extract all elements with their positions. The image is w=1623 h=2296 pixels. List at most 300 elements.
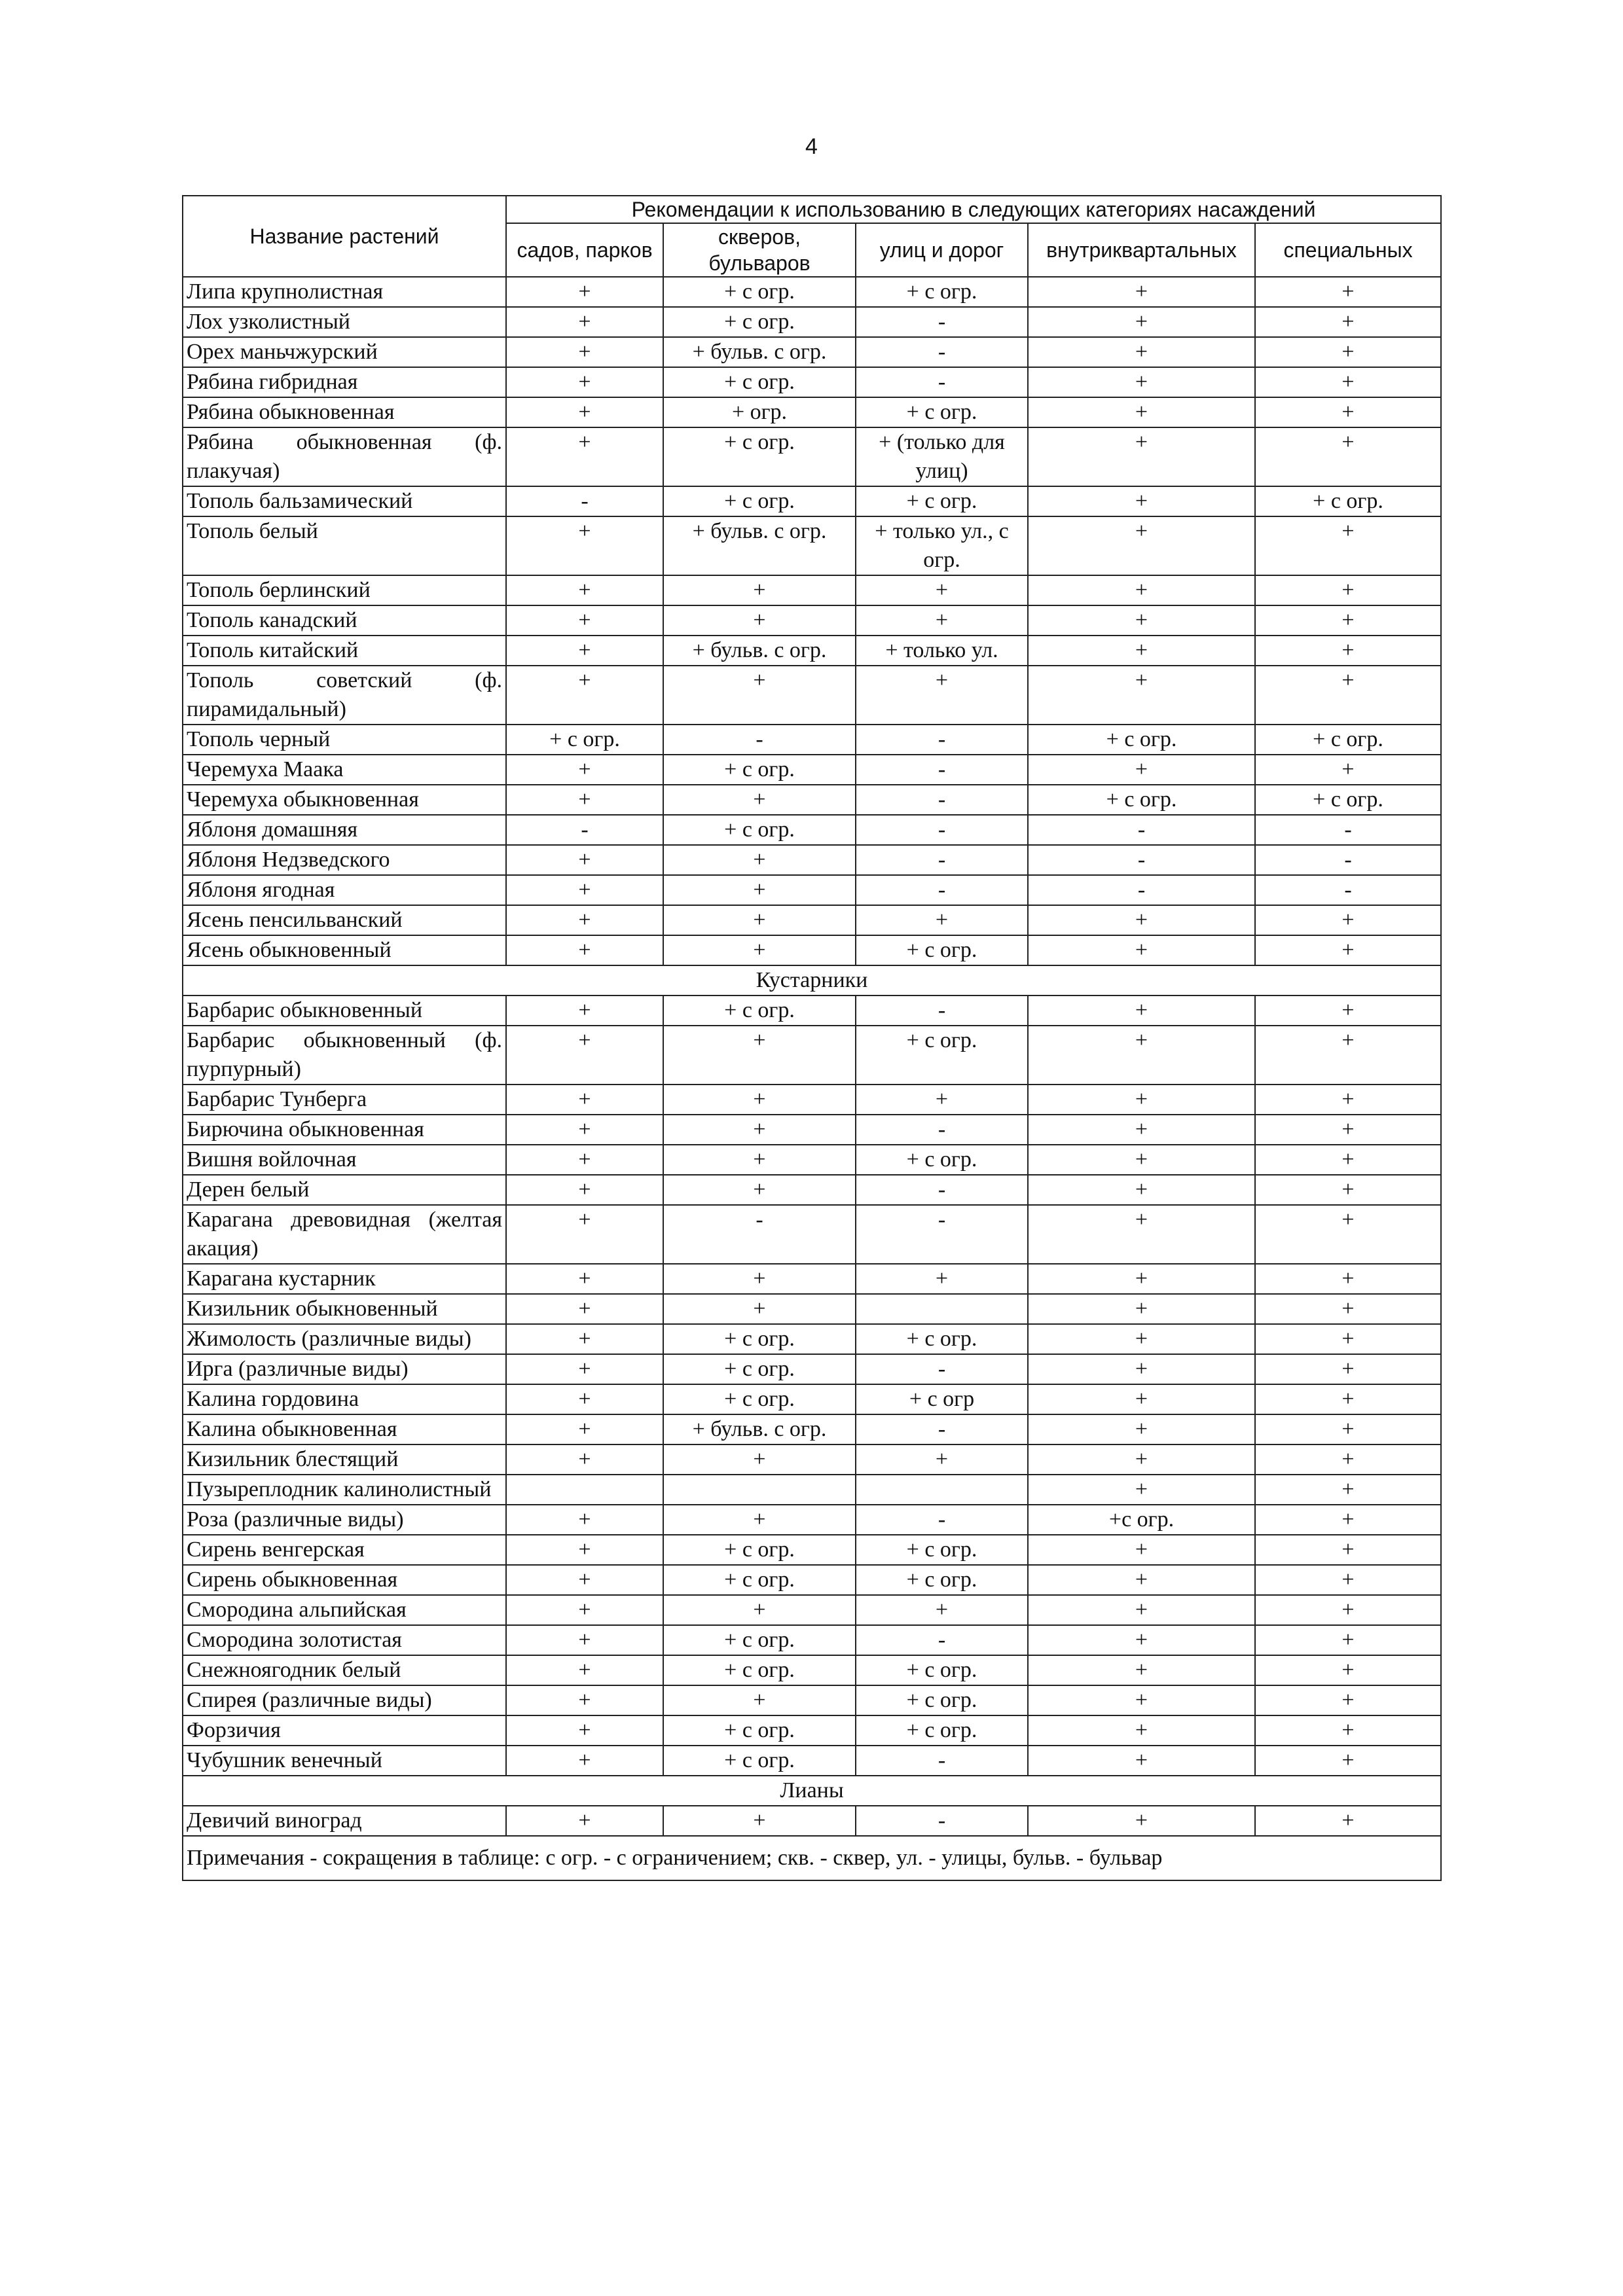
recommendation-cell: + [506, 605, 663, 636]
recommendation-cell: + [506, 785, 663, 815]
recommendation-cell: + [1255, 427, 1441, 486]
recommendation-cell: + [1255, 575, 1441, 605]
recommendation-cell: + [506, 575, 663, 605]
recommendation-cell: + [1028, 307, 1255, 337]
plant-name: Барбарис обыкновенный (ф. пурпурный) [183, 1026, 506, 1085]
table-row [183, 905, 1441, 935]
recommendation-cell: + с огр. [663, 1625, 856, 1655]
recommendation-cell: + [1255, 1324, 1441, 1354]
recommendation-cell: + [663, 1294, 856, 1324]
recommendation-cell: + [1028, 486, 1255, 516]
table-row [183, 1565, 1441, 1595]
recommendation-cell: + [1028, 1715, 1255, 1746]
table-row [183, 1294, 1441, 1324]
recommendation-cell: + [1255, 1085, 1441, 1115]
recommendation-cell: - [856, 1175, 1028, 1205]
recommendation-cell: + [1255, 1205, 1441, 1264]
recommendation-cell: + [1028, 575, 1255, 605]
table-row [183, 935, 1441, 965]
recommendation-cell: + с огр. [856, 1655, 1028, 1685]
recommendation-cell: + [506, 1264, 663, 1294]
recommendation-cell: + [1255, 1565, 1441, 1595]
recommendation-cell: + [856, 1264, 1028, 1294]
recommendation-cell: + [1028, 1806, 1255, 1836]
recommendation-cell: + [1255, 755, 1441, 785]
recommendation-cell: + [663, 935, 856, 965]
plant-name: Вишня войлочная [183, 1145, 506, 1175]
recommendation-cell: + [1028, 1145, 1255, 1175]
recommendation-cell: + с огр. [856, 397, 1028, 427]
recommendation-cell: + [856, 1444, 1028, 1475]
plant-name: Тополь советский (ф. пирамидальный) [183, 666, 506, 725]
table-row [183, 1746, 1441, 1776]
recommendation-cell: - [856, 875, 1028, 905]
header-intra-block: внутриквартальных [1028, 223, 1255, 277]
recommendation-cell: + [663, 1026, 856, 1085]
table-note-row [183, 1836, 1441, 1880]
recommendation-cell: + [1028, 1535, 1255, 1565]
recommendation-cell: + [1255, 1145, 1441, 1175]
plant-name: Ясень пенсильванский [183, 905, 506, 935]
table-row [183, 1145, 1441, 1175]
recommendation-cell: + [1028, 1175, 1255, 1205]
recommendation-cell: + [506, 1746, 663, 1776]
recommendation-cell: - [856, 1414, 1028, 1444]
recommendation-cell: + [856, 605, 1028, 636]
recommendation-cell: + [506, 516, 663, 575]
recommendation-cell: - [856, 1806, 1028, 1836]
recommendation-cell: + [506, 1535, 663, 1565]
table-note: Примечания - сокращения в таблице: с огр. - с ограничением; скв. - сквер, ул. - улицы, бульв. - бульвар [183, 1836, 1441, 1880]
recommendation-cell: + [506, 1625, 663, 1655]
recommendation-cell: + бульв. с огр. [663, 636, 856, 666]
recommendation-cell: - [856, 755, 1028, 785]
recommendation-cell: + [506, 1414, 663, 1444]
recommendation-cell: + [663, 1115, 856, 1145]
recommendation-cell: - [856, 996, 1028, 1026]
recommendation-cell: - [856, 367, 1028, 397]
recommendation-cell: + [1255, 277, 1441, 307]
recommendation-cell: + с огр. [663, 1324, 856, 1354]
recommendation-cell: + [1255, 367, 1441, 397]
recommendation-cell: + [1255, 905, 1441, 935]
recommendation-cell: + [1028, 636, 1255, 666]
plant-name: Дерен белый [183, 1175, 506, 1205]
recommendation-cell: - [856, 1746, 1028, 1776]
recommendation-cell: + [1028, 516, 1255, 575]
table-row [183, 996, 1441, 1026]
plant-name: Девичий виноград [183, 1806, 506, 1836]
table-row [183, 815, 1441, 845]
recommendation-cell: - [1255, 875, 1441, 905]
recommendation-cell: + [1255, 605, 1441, 636]
recommendation-cell: + [506, 1595, 663, 1625]
recommendation-cell: + с огр. [856, 1715, 1028, 1746]
table-row [183, 1444, 1441, 1475]
recommendation-cell: + с огр. [856, 1145, 1028, 1175]
plant-name: Лох узколистный [183, 307, 506, 337]
recommendation-cell: + с огр. [1028, 725, 1255, 755]
recommendation-cell: + [663, 1505, 856, 1535]
recommendation-cell: + с огр. [663, 1354, 856, 1384]
recommendation-cell: - [1255, 845, 1441, 875]
recommendation-cell: + [1028, 427, 1255, 486]
recommendation-cell: + [506, 1806, 663, 1836]
recommendation-cell: + [663, 1145, 856, 1175]
table-row [183, 367, 1441, 397]
plant-name: Сирень обыкновенная [183, 1565, 506, 1595]
recommendation-cell: + [1255, 1264, 1441, 1294]
recommendation-cell: + [663, 1264, 856, 1294]
plant-name: Кизильник обыкновенный [183, 1294, 506, 1324]
recommendation-cell: + [506, 666, 663, 725]
recommendation-cell: + [506, 905, 663, 935]
recommendation-cell: + с огр. [856, 1026, 1028, 1085]
section-shrubs-title: Кустарники [183, 965, 1441, 996]
recommendation-cell: - [856, 845, 1028, 875]
recommendation-cell: + бульв. с огр. [663, 337, 856, 367]
recommendation-cell: + [1028, 1205, 1255, 1264]
recommendation-cell: + [1028, 666, 1255, 725]
recommendation-cell: + [506, 1354, 663, 1384]
table-row [183, 1475, 1441, 1505]
recommendation-cell: + с огр. [856, 486, 1028, 516]
recommendation-cell: + [506, 1175, 663, 1205]
recommendation-cell: + [663, 905, 856, 935]
plant-name: Роза (различные виды) [183, 1505, 506, 1535]
plant-name: Яблоня Недзведского [183, 845, 506, 875]
table-row [183, 725, 1441, 755]
plant-name: Черемуха обыкновенная [183, 785, 506, 815]
recommendation-cell: + [1028, 1414, 1255, 1444]
recommendation-cell [856, 1475, 1028, 1505]
table-row [183, 1655, 1441, 1685]
recommendation-cell: + с огр. [663, 427, 856, 486]
recommendation-cell: + [1028, 935, 1255, 965]
header-gardens-parks: садов, парков [506, 223, 663, 277]
recommendation-cell: + [1255, 1625, 1441, 1655]
recommendation-cell: + [1028, 1085, 1255, 1115]
table-row [183, 277, 1441, 307]
table-row [183, 1806, 1441, 1836]
table-row [183, 1205, 1441, 1264]
plant-name: Тополь бальзамический [183, 486, 506, 516]
recommendation-cell: + [1028, 367, 1255, 397]
recommendation-cell: + [506, 1444, 663, 1475]
recommendation-cell: + [663, 605, 856, 636]
recommendation-cell: + с огр. [856, 1565, 1028, 1595]
recommendation-cell: + [1255, 636, 1441, 666]
plant-name: Рябина обыкновенная [183, 397, 506, 427]
table-row [183, 1414, 1441, 1444]
plant-name: Карагана кустарник [183, 1264, 506, 1294]
table-row [183, 1085, 1441, 1115]
table-row [183, 307, 1441, 337]
recommendation-cell: + [506, 1655, 663, 1685]
recommendation-cell: + [1028, 1565, 1255, 1595]
plant-name: Тополь белый [183, 516, 506, 575]
recommendation-cell: + с огр. [663, 1746, 856, 1776]
recommendation-cell: + [1255, 935, 1441, 965]
recommendation-cell: + [506, 337, 663, 367]
recommendation-cell: + [1028, 1294, 1255, 1324]
table-row [183, 666, 1441, 725]
plant-name: Жимолость (различные виды) [183, 1324, 506, 1354]
recommendation-cell: + с огр. [663, 277, 856, 307]
recommendation-cell: + [1028, 755, 1255, 785]
section-vines [183, 1776, 1441, 1806]
plant-name: Смородина золотистая [183, 1625, 506, 1655]
recommendation-cell: - [856, 337, 1028, 367]
plant-name: Орех маньчжурский [183, 337, 506, 367]
table-row [183, 1026, 1441, 1085]
recommendation-cell: + [506, 1205, 663, 1264]
recommendation-cell: + [1028, 1595, 1255, 1625]
recommendation-cell: + с огр. [1255, 725, 1441, 755]
recommendation-cell [506, 1475, 663, 1505]
recommendation-cell: + [506, 755, 663, 785]
plant-name: Барбарис Тунберга [183, 1085, 506, 1115]
recommendation-cell: + [1028, 337, 1255, 367]
recommendation-cell: +с огр. [1028, 1505, 1255, 1535]
table-body [183, 277, 1441, 1880]
plant-name: Яблоня домашняя [183, 815, 506, 845]
plant-name: Чубушник венечный [183, 1746, 506, 1776]
recommendation-cell: + [1255, 1175, 1441, 1205]
recommendation-cell: + с огр. [856, 277, 1028, 307]
recommendation-cell: + с огр. [1255, 486, 1441, 516]
recommendation-cell: + с огр. [506, 725, 663, 755]
recommendation-cell: - [856, 1115, 1028, 1145]
table-row [183, 337, 1441, 367]
recommendation-cell: + с огр. [663, 367, 856, 397]
recommendation-cell: + [1255, 1384, 1441, 1414]
table-row [183, 1384, 1441, 1414]
recommendation-cell: + [1255, 1505, 1441, 1535]
table-row [183, 1535, 1441, 1565]
recommendation-cell: + [506, 1115, 663, 1145]
recommendation-cell: + [506, 277, 663, 307]
recommendation-cell: + [506, 307, 663, 337]
recommendation-cell: + с огр. [663, 815, 856, 845]
recommendation-cell: + [1255, 1414, 1441, 1444]
recommendation-cell: + [1255, 1354, 1441, 1384]
recommendation-cell: + [1028, 905, 1255, 935]
header-recommendations: Рекомендации к использованию в следующих категориях насаждений [506, 196, 1441, 223]
recommendation-cell: + только ул., с огр. [856, 516, 1028, 575]
plant-name: Бирючина обыкновенная [183, 1115, 506, 1145]
recommendation-cell: + [663, 785, 856, 815]
recommendation-cell: + [1255, 1746, 1441, 1776]
plant-name: Яблоня ягодная [183, 875, 506, 905]
recommendation-cell: + с огр. [856, 1324, 1028, 1354]
recommendation-cell: - [856, 1205, 1028, 1264]
recommendation-cell: + [1028, 1264, 1255, 1294]
plant-name: Тополь черный [183, 725, 506, 755]
recommendation-cell: - [1028, 845, 1255, 875]
table-row [183, 875, 1441, 905]
recommendation-cell: + [506, 1294, 663, 1324]
recommendation-cell: + с огр. [663, 996, 856, 1026]
recommendation-cell: + [856, 1085, 1028, 1115]
plant-name: Карагана древовидная (желтая акация) [183, 1205, 506, 1264]
recommendation-cell: - [856, 307, 1028, 337]
table-row [183, 427, 1441, 486]
plant-name: Черемуха Маака [183, 755, 506, 785]
table-row [183, 785, 1441, 815]
table-row [183, 1685, 1441, 1715]
recommendation-cell: + [1255, 1475, 1441, 1505]
recommendation-cell [663, 1475, 856, 1505]
recommendation-cell: + [506, 397, 663, 427]
recommendation-cell: + [506, 935, 663, 965]
table-row [183, 1595, 1441, 1625]
plant-name: Тополь берлинский [183, 575, 506, 605]
recommendation-cell: + [506, 845, 663, 875]
recommendation-cell: + [1028, 277, 1255, 307]
table-row [183, 1354, 1441, 1384]
recommendation-cell: + [506, 1384, 663, 1414]
recommendation-cell: + с огр. [663, 1535, 856, 1565]
table-row [183, 845, 1441, 875]
section-vines-title: Лианы [183, 1776, 1441, 1806]
table-row [183, 1625, 1441, 1655]
recommendation-cell: + [663, 666, 856, 725]
recommendation-cell: + [506, 1565, 663, 1595]
plant-name: Смородина альпийская [183, 1595, 506, 1625]
recommendation-cell: + [1028, 1655, 1255, 1685]
plant-name: Калина гордовина [183, 1384, 506, 1414]
recommendation-cell: + с огр. [663, 755, 856, 785]
plant-name: Спирея (различные виды) [183, 1685, 506, 1715]
recommendation-cell: + только ул. [856, 636, 1028, 666]
recommendation-cell: + [1028, 1026, 1255, 1085]
recommendation-cell: + [1028, 1685, 1255, 1715]
table-row [183, 1505, 1441, 1535]
recommendation-cell: + [1028, 1384, 1255, 1414]
recommendation-cell: + [663, 1595, 856, 1625]
recommendation-cell: + [856, 575, 1028, 605]
recommendation-cell: + огр. [663, 397, 856, 427]
recommendation-cell: + бульв. с огр. [663, 1414, 856, 1444]
recommendation-cell: + [506, 1145, 663, 1175]
recommendation-cell: + [663, 1685, 856, 1715]
recommendation-cell: + [663, 1085, 856, 1115]
recommendation-cell: + [1255, 1685, 1441, 1715]
plant-name: Рябина гибридная [183, 367, 506, 397]
plant-name: Тополь китайский [183, 636, 506, 666]
recommendation-cell: + [1028, 605, 1255, 636]
recommendation-cell: + [1028, 996, 1255, 1026]
recommendation-cell: - [856, 1354, 1028, 1384]
recommendation-cell: - [856, 815, 1028, 845]
recommendation-cell: - [1028, 875, 1255, 905]
plant-name: Сирень венгерская [183, 1535, 506, 1565]
recommendation-cell: + [663, 1444, 856, 1475]
recommendation-cell: + [506, 875, 663, 905]
recommendation-cell: + с огр. [1028, 785, 1255, 815]
recommendation-cell: + [506, 1715, 663, 1746]
recommendation-cell: + [1028, 1475, 1255, 1505]
recommendation-cell: + [1255, 307, 1441, 337]
recommendation-cell: + с огр. [856, 935, 1028, 965]
table-row [183, 1175, 1441, 1205]
plant-name: Кизильник блестящий [183, 1444, 506, 1475]
recommendation-cell: - [856, 1625, 1028, 1655]
plant-name: Рябина обыкновенная (ф. плакучая) [183, 427, 506, 486]
plant-name: Снежноягодник белый [183, 1655, 506, 1685]
recommendation-cell: - [663, 1205, 856, 1264]
recommendation-cell: + [1255, 1595, 1441, 1625]
table-row [183, 486, 1441, 516]
recommendation-cell: + [506, 1685, 663, 1715]
recommendation-cell: + [506, 1026, 663, 1085]
recommendation-cell: + [856, 1595, 1028, 1625]
table-row [183, 397, 1441, 427]
recommendation-cell: - [506, 486, 663, 516]
recommendation-cell: + [1028, 1746, 1255, 1776]
plants-table [182, 195, 1442, 1881]
recommendation-cell: - [856, 785, 1028, 815]
recommendation-cell: + с огр. [856, 1535, 1028, 1565]
recommendation-cell: + [1255, 1806, 1441, 1836]
recommendation-cell: + [506, 427, 663, 486]
recommendation-cell: + с огр. [856, 1685, 1028, 1715]
recommendation-cell: + с огр. [1255, 785, 1441, 815]
recommendation-cell: + [1028, 1444, 1255, 1475]
table-row [183, 1115, 1441, 1145]
section-shrubs [183, 965, 1441, 996]
plant-name: Калина обыкновенная [183, 1414, 506, 1444]
recommendation-cell: + [1255, 1655, 1441, 1685]
recommendation-cell: + [1255, 996, 1441, 1026]
recommendation-cell: + [663, 1806, 856, 1836]
recommendation-cell: + с огр. [663, 1565, 856, 1595]
header-special: специальных [1255, 223, 1441, 277]
plant-name: Барбарис обыкновенный [183, 996, 506, 1026]
plant-name: Липа крупнолистная [183, 277, 506, 307]
recommendation-cell: + (только для улиц) [856, 427, 1028, 486]
recommendation-cell: - [663, 725, 856, 755]
recommendation-cell: + [1255, 1115, 1441, 1145]
recommendation-cell: + [1255, 516, 1441, 575]
recommendation-cell: + [856, 905, 1028, 935]
recommendation-cell: + бульв. с огр. [663, 516, 856, 575]
recommendation-cell: + [1255, 337, 1441, 367]
recommendation-cell: + [663, 845, 856, 875]
recommendation-cell: + [1255, 1026, 1441, 1085]
recommendation-cell [856, 1294, 1028, 1324]
table-row [183, 755, 1441, 785]
header-squares-boulevards: скверов, бульваров [663, 223, 856, 277]
recommendation-cell: + с огр. [663, 307, 856, 337]
recommendation-cell: + [506, 996, 663, 1026]
plant-name: Тополь канадский [183, 605, 506, 636]
table-row [183, 575, 1441, 605]
recommendation-cell: - [506, 815, 663, 845]
recommendation-cell: + [1028, 1115, 1255, 1145]
recommendation-cell: + [1028, 397, 1255, 427]
recommendation-cell: + с огр [856, 1384, 1028, 1414]
table-row [183, 1324, 1441, 1354]
recommendation-cell: - [856, 1505, 1028, 1535]
recommendation-cell: + с огр. [663, 1655, 856, 1685]
recommendation-cell: + [1255, 1535, 1441, 1565]
recommendation-cell: + [506, 367, 663, 397]
recommendation-cell: + [1255, 1294, 1441, 1324]
header-plant-name: Название растений [183, 196, 506, 277]
recommendation-cell: + [1255, 1715, 1441, 1746]
